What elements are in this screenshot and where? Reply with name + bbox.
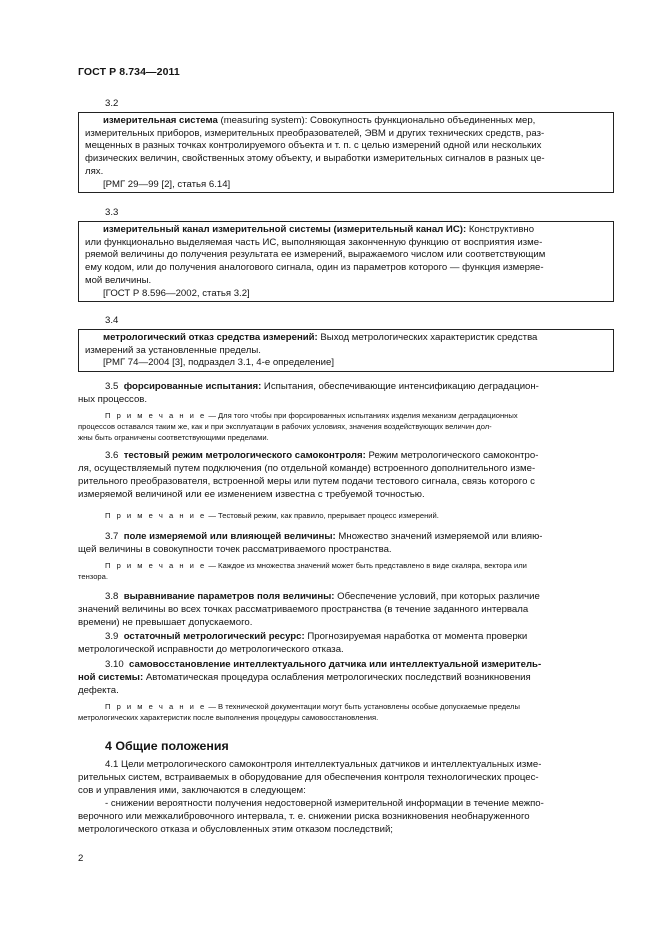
entry-number: 3.2 [105,98,119,109]
definition-box [78,221,614,302]
note-1: П р и м е ч а н и е — Для того чтобы при форсированных испытаниях изделия механизм деградационных процессов оставался таким же, как и при эксплуатации в рабочих условиях, значения воздействующих величин дол- жны быть ограничены соответствующими пределами. [78,411,518,443]
reference: [РМГ 74—2004 [3], подраздел 3.1, 4-е определение] [103,357,335,369]
term: измерительная система [103,115,218,126]
definition-box [78,329,614,372]
reference: [ГОСТ Р 8.596—2002, статья 3.2] [103,287,250,299]
section-heading: 4 Общие положения [105,739,229,753]
note-3: П р и м е ч а н и е — Каждое из множества значений может быть представлено в виде скаляра, вектора или тензора. [78,561,527,582]
entry-number: 3.4 [105,315,119,326]
paragraph-3-5: 3.5 форсированные испытания: Испытания, обеспечивающие интенсификацию деградацион- ных процессов. [78,381,539,405]
definition-line: измерительных приборов, измерительных преобразователей, ЭВМ и других технических средств, раз- [85,127,545,139]
document-header: ГОСТ Р 8.734—2011 [78,66,180,78]
term-text: Конструктивно [466,224,535,235]
definition-line: измерений за установленные пределы. [85,344,261,356]
definition-line: ряемой величины до получения результата ее измерений, выражаемого числом или соответствующим [85,249,546,261]
entry-number: 3.3 [105,207,119,218]
paragraph-3-10: 3.10 самовосстановление интеллектуального датчика или интеллектуальной измеритель- ной системы: Автоматическая процедура ослабления метрологических последствий возникновения дефекта. [78,659,542,696]
reference: [РМГ 29—99 [2], статья 6.14] [103,178,231,190]
definition-line: мой величины. [85,274,152,286]
paragraph-3-7: 3.7 поле измеряемой или влияющей величины: Множество значений измеряемой или влияю- щей величины в совокупности точек рассматриваемого пространства. [78,531,543,555]
paragraph-3-6: 3.6 тестовый режим метрологического самоконтроля: Режим метрологического самоконтро- ля, осуществляемый путем подключения (по отдельной команде) встроенного дополнительного изме- рительного преобразователя, встроенной меры или путем подачи тестового сигнала, связь которого с измеряемой величиной или ее изменением известна с требуемой точностью. [78,450,539,500]
definition-line: мещенных в разных точках контролируемого объекта и т. п. с целью измерений одной или нескольких [85,140,542,152]
definition-line: физических величин, свойственных этому объекту, и выработки измерительных сигналов в разных це- [85,153,545,165]
term: измерительный канал измерительной системы (измерительный канал ИС): [103,224,467,235]
definition-box [78,112,614,193]
term-text: Выход метрологических характеристик средства [317,332,538,343]
paragraph-3-8: 3.8 выравнивание параметров поля величины: Обеспечение условий, при которых различие значений величины во всех точках рассматриваемого пространства (в течение заданного интервала времени) не превышает допускаемого. [78,591,540,628]
definition-line: ему кодом, или до получения аналогового сигнала, один из параметров которого — функция измеряе- [85,262,544,274]
paragraph-4-1: 4.1 Цели метрологического самоконтроля интеллектуальных датчиков и интеллектуальных изме- рительных систем, встраиваемых в оборудование для обеспечения контроля технологических процес- сов и управления ими, заключаются в следующем: - снижении вероятности получения недостоверной измерительной информации в течение межпо- верочного или межкалибровочного интервала, т. е. снижении риска возникновения необнаруженного метрологического отказа и обусловленных этим отказом последствий; [78,759,544,835]
definition-line: лях. [85,165,104,177]
term: метрологический отказ средства измерений: [103,332,318,343]
definition-line: или функционально выделяемая часть ИС, выполняющая законченную функцию от восприятия изме- [85,236,543,248]
page-number: 2 [78,853,84,864]
note-2: П р и м е ч а н и е — Тестовый режим, как правило, прерывает процесс измерений. [105,511,439,520]
paragraph-3-9: 3.9 остаточный метрологический ресурс: Прогнозируемая наработка от момента проверки метрологической исправности до метрологического отказа. [78,631,528,655]
note-4: П р и м е ч а н и е — В технической документации могут быть установлены особые допускаемые пределы метрологических характеристик после выполнения процедуры самовосстановления. [78,702,520,723]
term-text: (measuring system): Совокупность функционально объединенных мер, [217,115,536,126]
